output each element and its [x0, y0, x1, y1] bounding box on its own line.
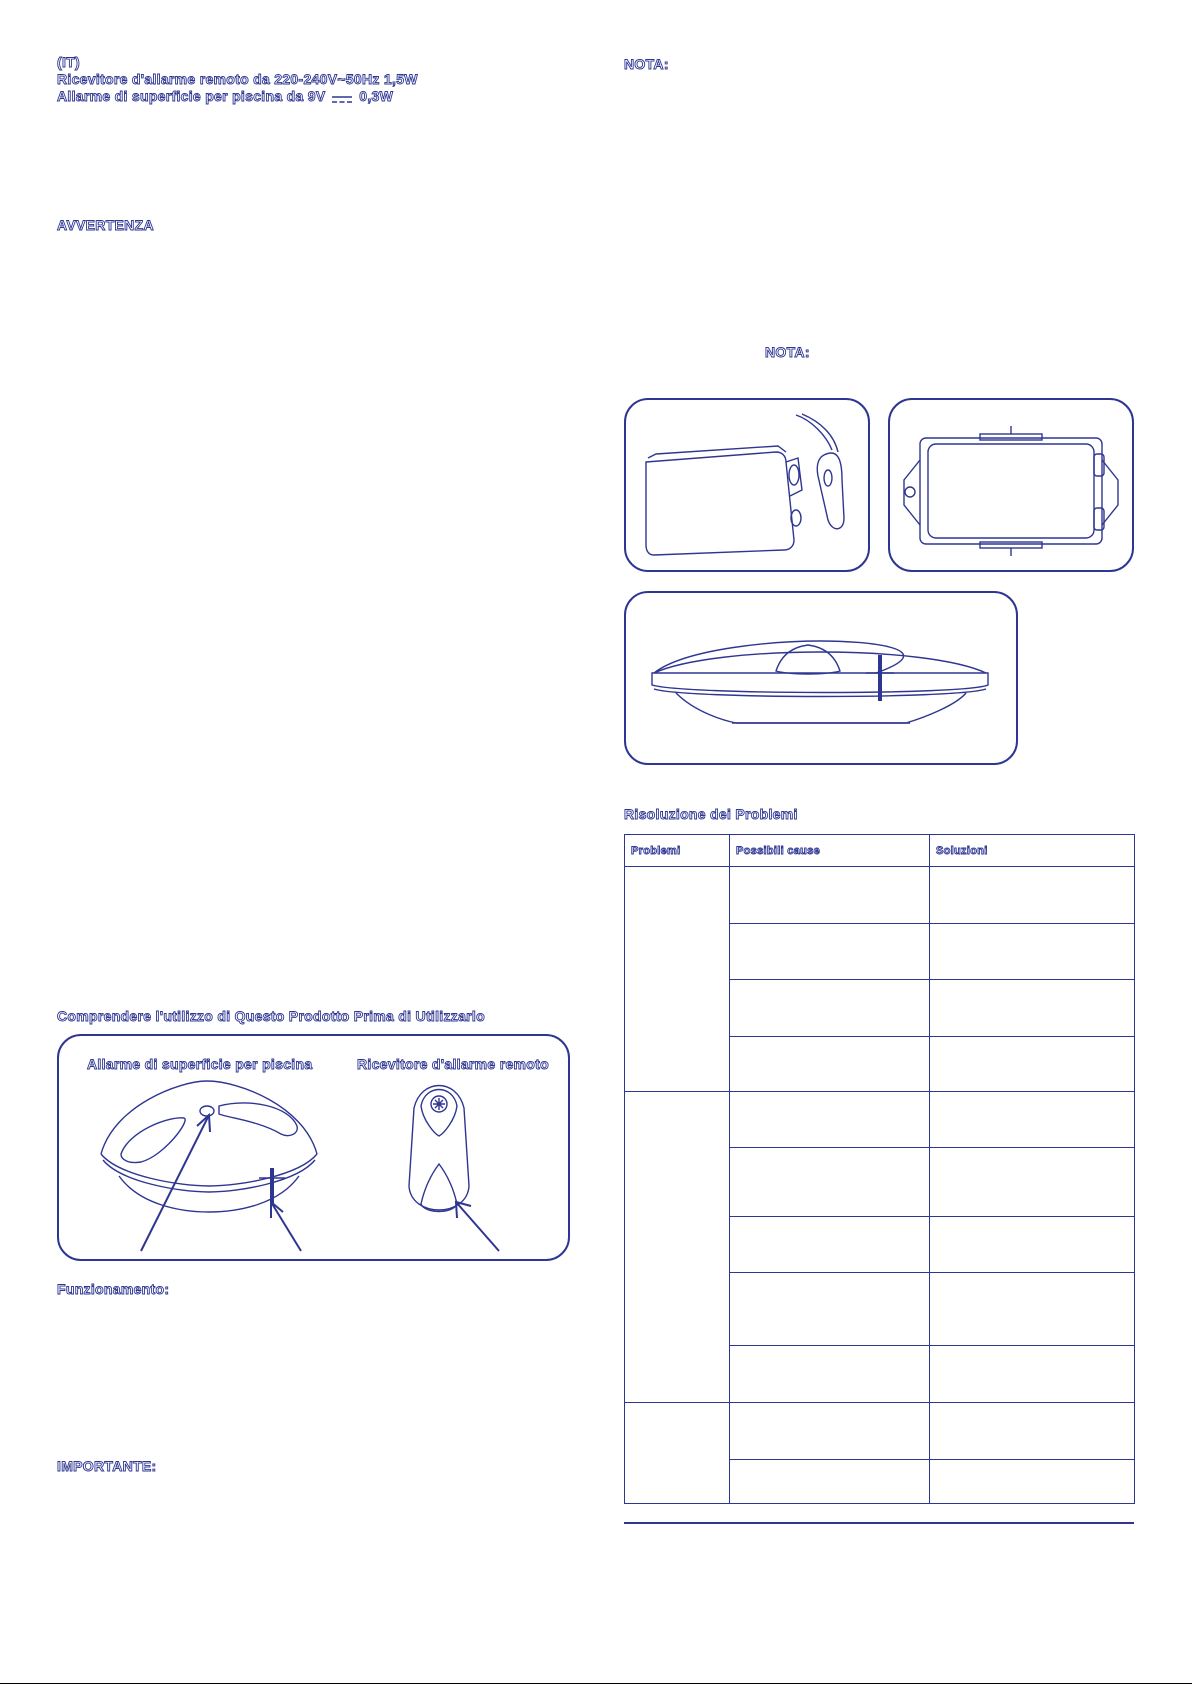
receiver-back-view-panel: [888, 398, 1134, 572]
surface-alarm-side-view-panel: [624, 591, 1018, 765]
surface-alarm-side-view-drawing: [626, 593, 1016, 763]
cause-cell: [730, 1217, 930, 1273]
cause-cell: [730, 1460, 930, 1504]
cause-cell: [730, 867, 930, 924]
page-edge-line: [0, 1683, 1192, 1684]
product-overview-illustration: [59, 1036, 569, 1260]
cause-cell: [730, 1092, 930, 1148]
surface-alarm-drawing: [101, 1081, 317, 1251]
surface-alarm-label: Allarme di superficie per piscina: [87, 1056, 313, 1072]
cause-cell: [730, 1403, 930, 1460]
important-heading: IMPORTANTE:: [57, 1458, 157, 1474]
cause-cell: [730, 1273, 930, 1346]
solution-cell: [930, 924, 1135, 980]
solution-cell: [930, 980, 1135, 1037]
problem-cell: [625, 1403, 730, 1504]
section-divider: [624, 1522, 1134, 1524]
receiver-side-view-panel: [624, 398, 870, 572]
solution-cell: [930, 1273, 1135, 1346]
cause-cell: [730, 1148, 930, 1217]
problem-cell: [625, 867, 730, 1092]
receiver-back-view-drawing: [890, 400, 1132, 570]
spec-line-suffix: 0,3W: [359, 88, 394, 104]
solution-cell: [930, 1460, 1135, 1504]
solution-cell: [930, 1092, 1135, 1148]
header-solutions: Soluzioni: [930, 835, 1135, 867]
receiver-side-view-drawing: [626, 400, 868, 570]
table-header-row: [625, 835, 1135, 867]
spec-line-prefix: Allarme di superficie per piscina da 9V: [57, 88, 326, 104]
solution-cell: [930, 1037, 1135, 1092]
solution-cell: [930, 1148, 1135, 1217]
product-overview-panel: [57, 1034, 570, 1261]
understand-product-heading: Comprendere l'utilizzo di Questo Prodotto Prima di Utilizzarlo: [57, 1008, 485, 1024]
table-row: [625, 1092, 1135, 1148]
warning-heading: AVVERTENZA: [57, 217, 154, 233]
cause-cell: [730, 980, 930, 1037]
cause-cell: [730, 1346, 930, 1403]
cause-cell: [730, 924, 930, 980]
solution-cell: [930, 1403, 1135, 1460]
dc-symbol-icon: [332, 92, 352, 102]
problem-cell: [625, 1092, 730, 1403]
remote-receiver-label: Ricevitore d'allarme remoto: [357, 1056, 549, 1072]
table-row: [625, 867, 1135, 924]
table-row: [625, 1403, 1135, 1460]
language-tag: (IT): [57, 54, 80, 70]
spec-line-surface-alarm: [57, 88, 393, 105]
operation-heading: Funzionamento:: [57, 1281, 170, 1297]
spec-line-receiver: Ricevitore d'allarme remoto da 220-240V~50Hz 1,5W: [57, 71, 418, 87]
solution-cell: [930, 1346, 1135, 1403]
note-heading-top: NOTA:: [624, 56, 669, 72]
solution-cell: [930, 1217, 1135, 1273]
header-possible-causes: Possibili cause: [730, 835, 930, 867]
header-problems: Problemi: [625, 835, 730, 867]
cause-cell: [730, 1037, 930, 1092]
troubleshooting-table: [624, 834, 1135, 1504]
solution-cell: [930, 867, 1135, 924]
note-heading-mid: NOTA:: [765, 344, 810, 360]
remote-receiver-drawing: [409, 1086, 499, 1252]
troubleshooting-heading: Risoluzione dei Problemi: [624, 806, 798, 822]
